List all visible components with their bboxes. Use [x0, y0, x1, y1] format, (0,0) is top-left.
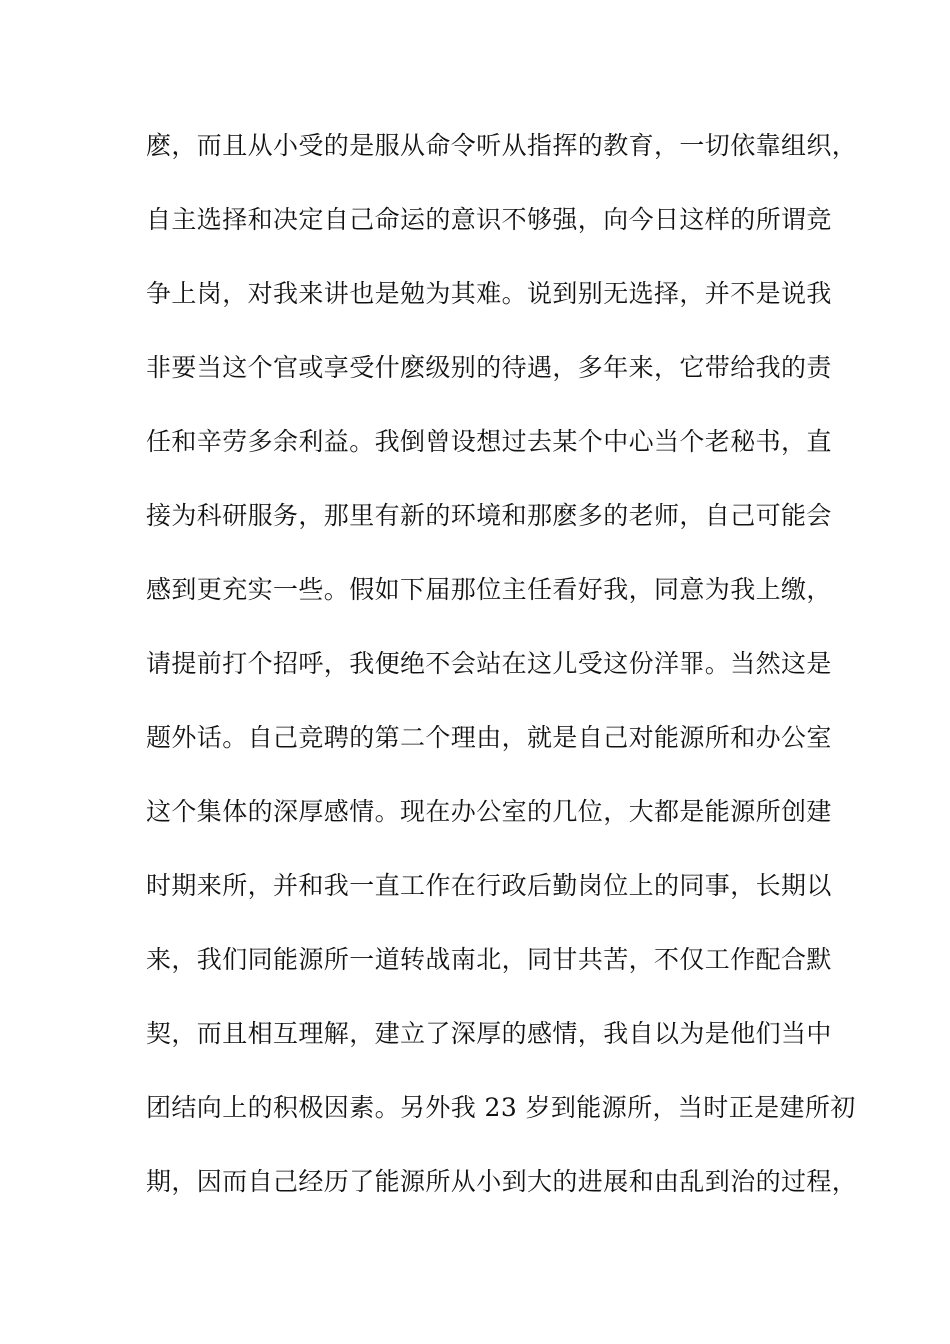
text-line: 团结向上的积极因素。另外我 23 岁到能源所，当时正是建所初 [146, 1093, 856, 1122]
text-line: 任和辛劳多余利益。我倒曾设想过去某个中心当个老秘书，直 [146, 427, 832, 456]
text-line: 接为科研服务，那里有新的环境和那麽多的老师，自己可能会 [146, 501, 832, 530]
text-line: 争上岗，对我来讲也是勉为其难。说到别无选择，并不是说我 [146, 279, 832, 308]
text-line: 契，而且相互理解，建立了深厚的感情，我自以为是他们当中 [146, 1019, 832, 1048]
text-line: 感到更充实一些。假如下届那位主任看好我，同意为我上缴， [146, 575, 832, 604]
text-line: 来，我们同能源所一道转战南北，同甘共苦，不仅工作配合默 [146, 945, 832, 974]
text-line: 时期来所，并和我一直工作在行政后勤岗位上的同事，长期以 [146, 871, 832, 900]
text-line: 麽，而且从小受的是服从命令听从指挥的教育，一切依靠组织， [146, 131, 858, 160]
text-line: 非要当这个官或享受什麽级别的待遇，多年来，它带给我的责 [146, 353, 832, 382]
text-line: 这个集体的深厚感情。现在办公室的几位，大都是能源所创建 [146, 797, 832, 826]
text-line: 期，因而自己经历了能源所从小到大的进展和由乱到治的过程， [146, 1167, 858, 1196]
body-text [146, 131, 858, 1241]
text-line: 请提前打个招呼，我便绝不会站在这儿受这份洋罪。当然这是 [146, 649, 832, 678]
text-line: 自主选择和决定自己命运的意识不够强，向今日这样的所谓竞 [146, 205, 832, 234]
text-line: 题外话。自己竞聘的第二个理由，就是自己对能源所和办公室 [146, 723, 832, 752]
